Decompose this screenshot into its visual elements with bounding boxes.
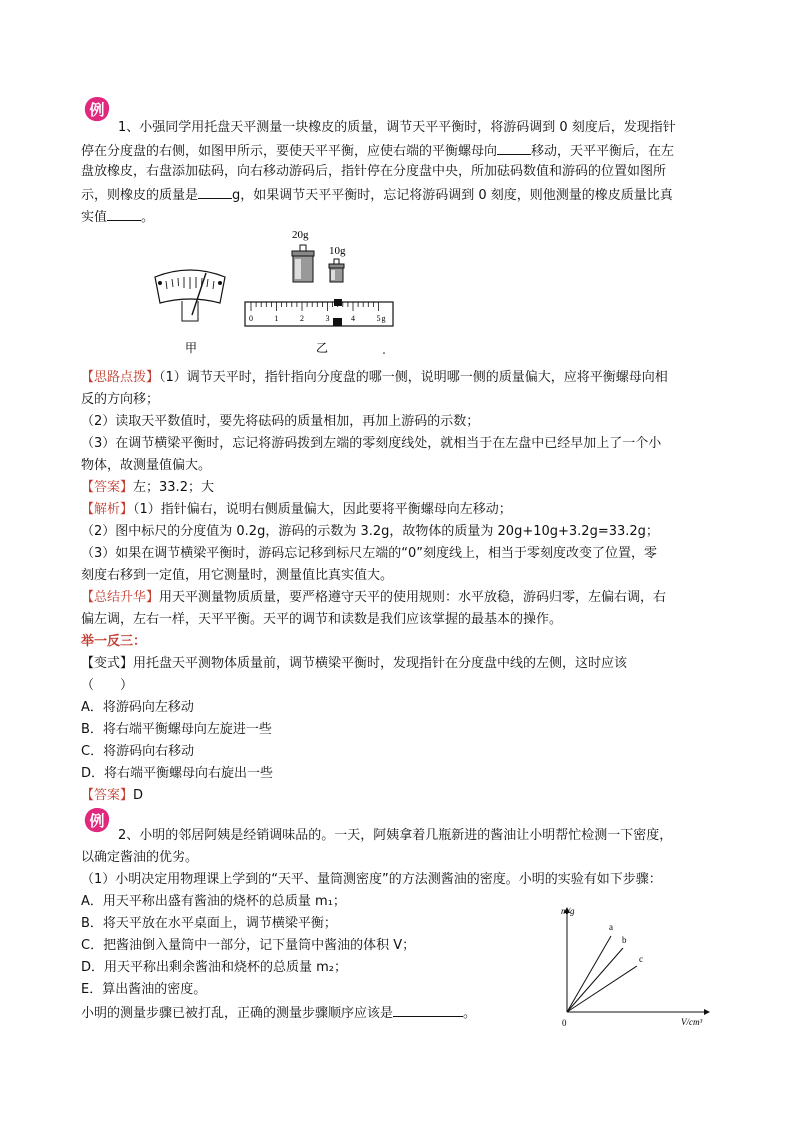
hint-line-2: 反的方向移； [81,392,160,407]
analysis-line-1: 【解析】（1）指针偏右，说明右侧质量偏大，因此要将平衡螺母向左移动； [81,502,512,517]
example1-line-2: 停在分度盘的右侧，如图甲所示，要使天平平衡，应使右端的平衡螺母向 移动，天平平衡后，在左 [81,140,674,162]
option-c[interactable]: C．将游码向右移动 [81,744,195,759]
label-jia: 甲 [185,341,198,355]
series-a-label: a [609,922,613,932]
step-e: E．算出酱油的密度。 [81,982,207,997]
answer-tag: 【答案】 [81,480,134,495]
option-b[interactable]: B．将右端平衡螺母向左旋进一些 [81,722,272,737]
mass-volume-graph [545,900,715,1035]
origin-label: 0 [562,1018,567,1028]
line-b [567,948,623,1012]
series-b-label: b [622,935,627,945]
hint-line-4: （3）在调节横梁平衡时，忘记将游码拨到左端的零刻度线处，就相当于在左盘中已经早加上了一个小 [81,436,662,451]
summary-line-1: 【总结升华】用天平测量物质质量，要严格遵守天平的使用规则：水平放稳，游码归零，左偏右调，右 [81,590,667,605]
analysis-line-2: （2）图中标尺的分度值为 0.2g，游码的示数为 3.2g，故物体的质量为 20g+10g+3.2g=33.2g； [81,524,659,539]
ruler-tick-label: 4 [351,314,355,323]
summary-tag: 【总结升华】 [81,590,160,605]
example2-last-line: 小明的测量步骤已被打乱，正确的测量步骤顺序应该是 。 [81,1002,476,1024]
label-yi: 乙 [316,341,329,355]
example2-line-2: 以确定酱油的优劣。 [81,850,199,865]
example1-line-3: 盘放橡皮，右盘添加砝码，向右移动游码后，指针停在分度盘中央，所加砝码数值和游码的位置如图所 [81,164,667,179]
weight-10g-icon [329,259,344,282]
ruler-tick-label: 2 [300,314,304,323]
option-a[interactable]: A．将游码向左移动 [81,700,194,715]
example2-line-1: 2、小明的邻居阿姨是经销调味品的。一天，阿姨拿着几瓶新进的酱油让小明帮忙检测一下密度， [118,828,673,843]
weight-20g-icon [292,245,314,282]
option-d[interactable]: D．将右端平衡螺母向右旋出一些 [81,766,274,781]
svg-text:例: 例 [89,812,105,830]
svg-text:例: 例 [89,101,105,119]
step-d: D．用天平称出剩余酱油和烧杯的总质量 m₂； [81,960,348,975]
weight-10g-label: 10g [329,245,346,257]
series-c-label: c [639,954,643,964]
example2-line-3: （1）小明决定用物理课上学到的“天平、量筒测密度”的方法测酱油的密度。小明的实验有如下步骤： [81,872,662,887]
rider-top-icon [334,299,342,306]
ruler-unit-label: g [381,314,386,323]
variant-question-1: 【变式】用托盘天平测物体质量前，调节横梁平衡时，发现指针在分度盘中线的左侧，这时应该 [81,656,628,671]
hint-line-3: （2）读取天平数值时，要先将砝码的质量相加，再加上游码的示数； [81,414,480,429]
answer-blank-2[interactable] [198,184,232,199]
answer-blank-3[interactable] [107,206,141,221]
analysis-tag: 【解析】 [81,502,134,517]
hint-line-5: 物体，故测量值偏大。 [81,458,212,473]
variant-question-2: （ ） [81,678,134,693]
answer-blank-order[interactable] [393,1002,463,1017]
variant-answer-tag: 【答案】 [81,788,134,803]
weight-20g-label: 20g [292,229,309,241]
example1-line-1: 1、小强同学用托盘天平测量一块橡皮的质量，调节天平平衡时，将游码调到 0 刻度后，发现指针 [118,120,676,135]
beam-ruler [245,299,393,326]
hint-line-1: 【思路点拨】（1）调节天平时，指针指向分度盘的哪一侧，说明哪一侧的质量偏大，应将平衡螺母向相 [81,370,668,385]
rider-bottom-icon [333,318,342,326]
y-axis-label: m/g [561,906,575,916]
step-b: B．将天平放在水平桌面上，调节横梁平衡； [81,916,337,931]
balance-figure [140,225,400,360]
ruler-tick-label: 1 [274,314,279,323]
hint-tag: 【思路点拨】 [81,370,160,385]
example-badge-icon [83,806,111,834]
analysis-line-4: 刻度右移到一定值，用它测量时，测量值比真实值大。 [81,568,394,583]
line-a [567,936,611,1012]
step-a: A．用天平称出盛有酱油的烧杯的总质量 m₁； [81,894,346,909]
x-axis-label: V/cm³ [681,1017,703,1027]
ruler-tick-label: 5 [376,314,381,323]
summary-line-2: 偏左调，左右一样，天平平衡。天平的调节和读数是我们应该掌握的最基本的操作。 [81,612,563,627]
answer-blank-1[interactable] [497,140,531,155]
variant-heading: 举一反三： [81,634,147,649]
answer-line: 【答案】左；33.2；大 [81,480,214,495]
example1-line-4: 示，则橡皮的质量是 g，如果调节天平平衡时，忘记将游码调到 0 刻度，则他测量的橡皮质量比真 [81,184,673,206]
step-c: C．把酱油倒入量筒中一部分，记下量筒中酱油的体积 V； [81,938,416,953]
example-badge-icon [83,95,111,123]
variant-answer-line: 【答案】D [81,788,144,803]
line-c [567,966,637,1012]
example1-line-5: 实值 。 [81,206,154,228]
scale-dial-icon [155,270,225,321]
ruler-tick-label: 0 [249,314,253,323]
variant-tag: 【变式】 [81,656,134,671]
analysis-line-3: （3）如果在调节横梁平衡时，游码忘记移到标尺左端的“0”刻度线上，相当于零刻度改变了位置，零 [81,546,658,561]
ruler-tick-label: 3 [325,314,330,323]
